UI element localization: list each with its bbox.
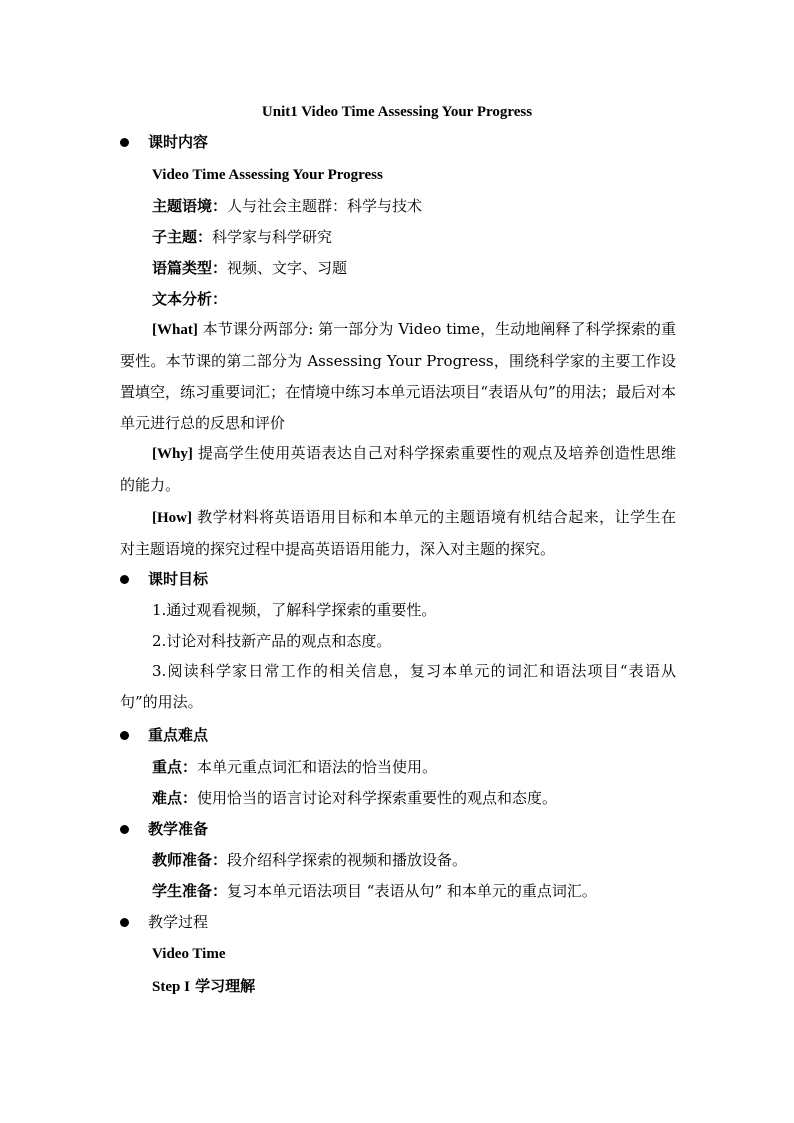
teacher-prep-line	[152, 849, 467, 871]
section-heading-objectives: 课时目标	[148, 570, 209, 588]
how-paragraph	[120, 502, 676, 565]
bullet-icon	[120, 918, 129, 927]
genre-value: 视频、文字、习题	[227, 259, 348, 277]
bullet-icon	[120, 731, 129, 740]
key-point-value: 本单元重点词汇和语法的恰当使用。	[197, 758, 438, 776]
subtheme-label: 子主题：	[152, 228, 213, 246]
section-heading-content: 课时内容	[148, 133, 209, 151]
why-text: 提高学生使用英语表达自己对科学探索重要性的观点及培养创造性思维的能力。	[120, 444, 676, 494]
bullet-icon	[120, 138, 129, 147]
difficult-point-value: 使用恰当的语言讨论对科学探索重要性的观点和态度。	[197, 789, 558, 807]
what-text: 本节课分两部分: 第一部分为 Video time，生动地阐释了科学探索的重要性。本节课的第二部分为 Assessing Your Progress，围绕科学家的主要工作设置填空，练习重要词汇；在情境中练习本单元语法项目“表语从句”的用法；最后对本单元进行总的反思和评价	[120, 320, 676, 432]
subtheme-value: 科学家与科学研究	[212, 228, 333, 246]
what-tag: [What]	[152, 322, 198, 338]
section-heading-preparation: 教学准备	[148, 820, 209, 838]
step-1-label: Step I	[152, 979, 190, 995]
teacher-prep-value: 段介绍科学探索的视频和播放设备。	[227, 851, 468, 869]
bullet-icon	[120, 825, 129, 834]
analysis-label: 文本分析：	[152, 290, 228, 308]
teacher-prep-label: 教师准备：	[152, 851, 228, 869]
process-subheading: Video Time	[152, 946, 226, 962]
key-point-label: 重点：	[152, 758, 198, 776]
section-heading-key-points: 重点难点	[148, 726, 209, 744]
why-paragraph	[120, 438, 676, 501]
subtheme-line	[152, 226, 332, 248]
step-1-title: 学习理解	[189, 977, 256, 995]
what-paragraph	[120, 314, 676, 439]
lesson-name: Video Time Assessing Your Progress	[152, 167, 383, 183]
theme-label: 主题语境：	[152, 197, 228, 215]
why-tag: [Why]	[152, 446, 193, 462]
bullet-icon	[120, 575, 129, 584]
genre-line	[152, 257, 347, 279]
student-prep-value: 复习本单元语法项目 “表语从句” 和本单元的重点词汇。	[227, 882, 597, 900]
theme-line	[152, 195, 422, 217]
key-point-line	[152, 756, 437, 778]
theme-value: 人与社会主题群：科学与技术	[227, 197, 423, 215]
section-heading-process: 教学过程	[148, 913, 209, 931]
how-tag: [How]	[152, 510, 192, 526]
objective-item-3: 3.阅读科学家日常工作的相关信息，复习本单元的词汇和语法项目“表语从句”的用法。	[120, 662, 676, 711]
how-text: 教学材料将英语语用目标和本单元的主题语境有机结合起来，让学生在对主题语境的探究过程中提高英语语用能力，深入对主题的探究。	[120, 508, 676, 558]
difficult-point-label: 难点：	[152, 789, 198, 807]
student-prep-line	[152, 880, 597, 902]
objective-item-1: 1.通过观看视频，了解科学探索的重要性。	[152, 601, 437, 619]
difficult-point-line	[152, 787, 557, 809]
genre-label: 语篇类型：	[152, 259, 228, 277]
objective-item-2: 2.讨论对科技新产品的观点和态度。	[152, 632, 392, 650]
step-1-line	[152, 975, 255, 998]
document-title: Unit1 Video Time Assessing Your Progress	[261, 104, 533, 120]
student-prep-label: 学生准备：	[152, 882, 228, 900]
